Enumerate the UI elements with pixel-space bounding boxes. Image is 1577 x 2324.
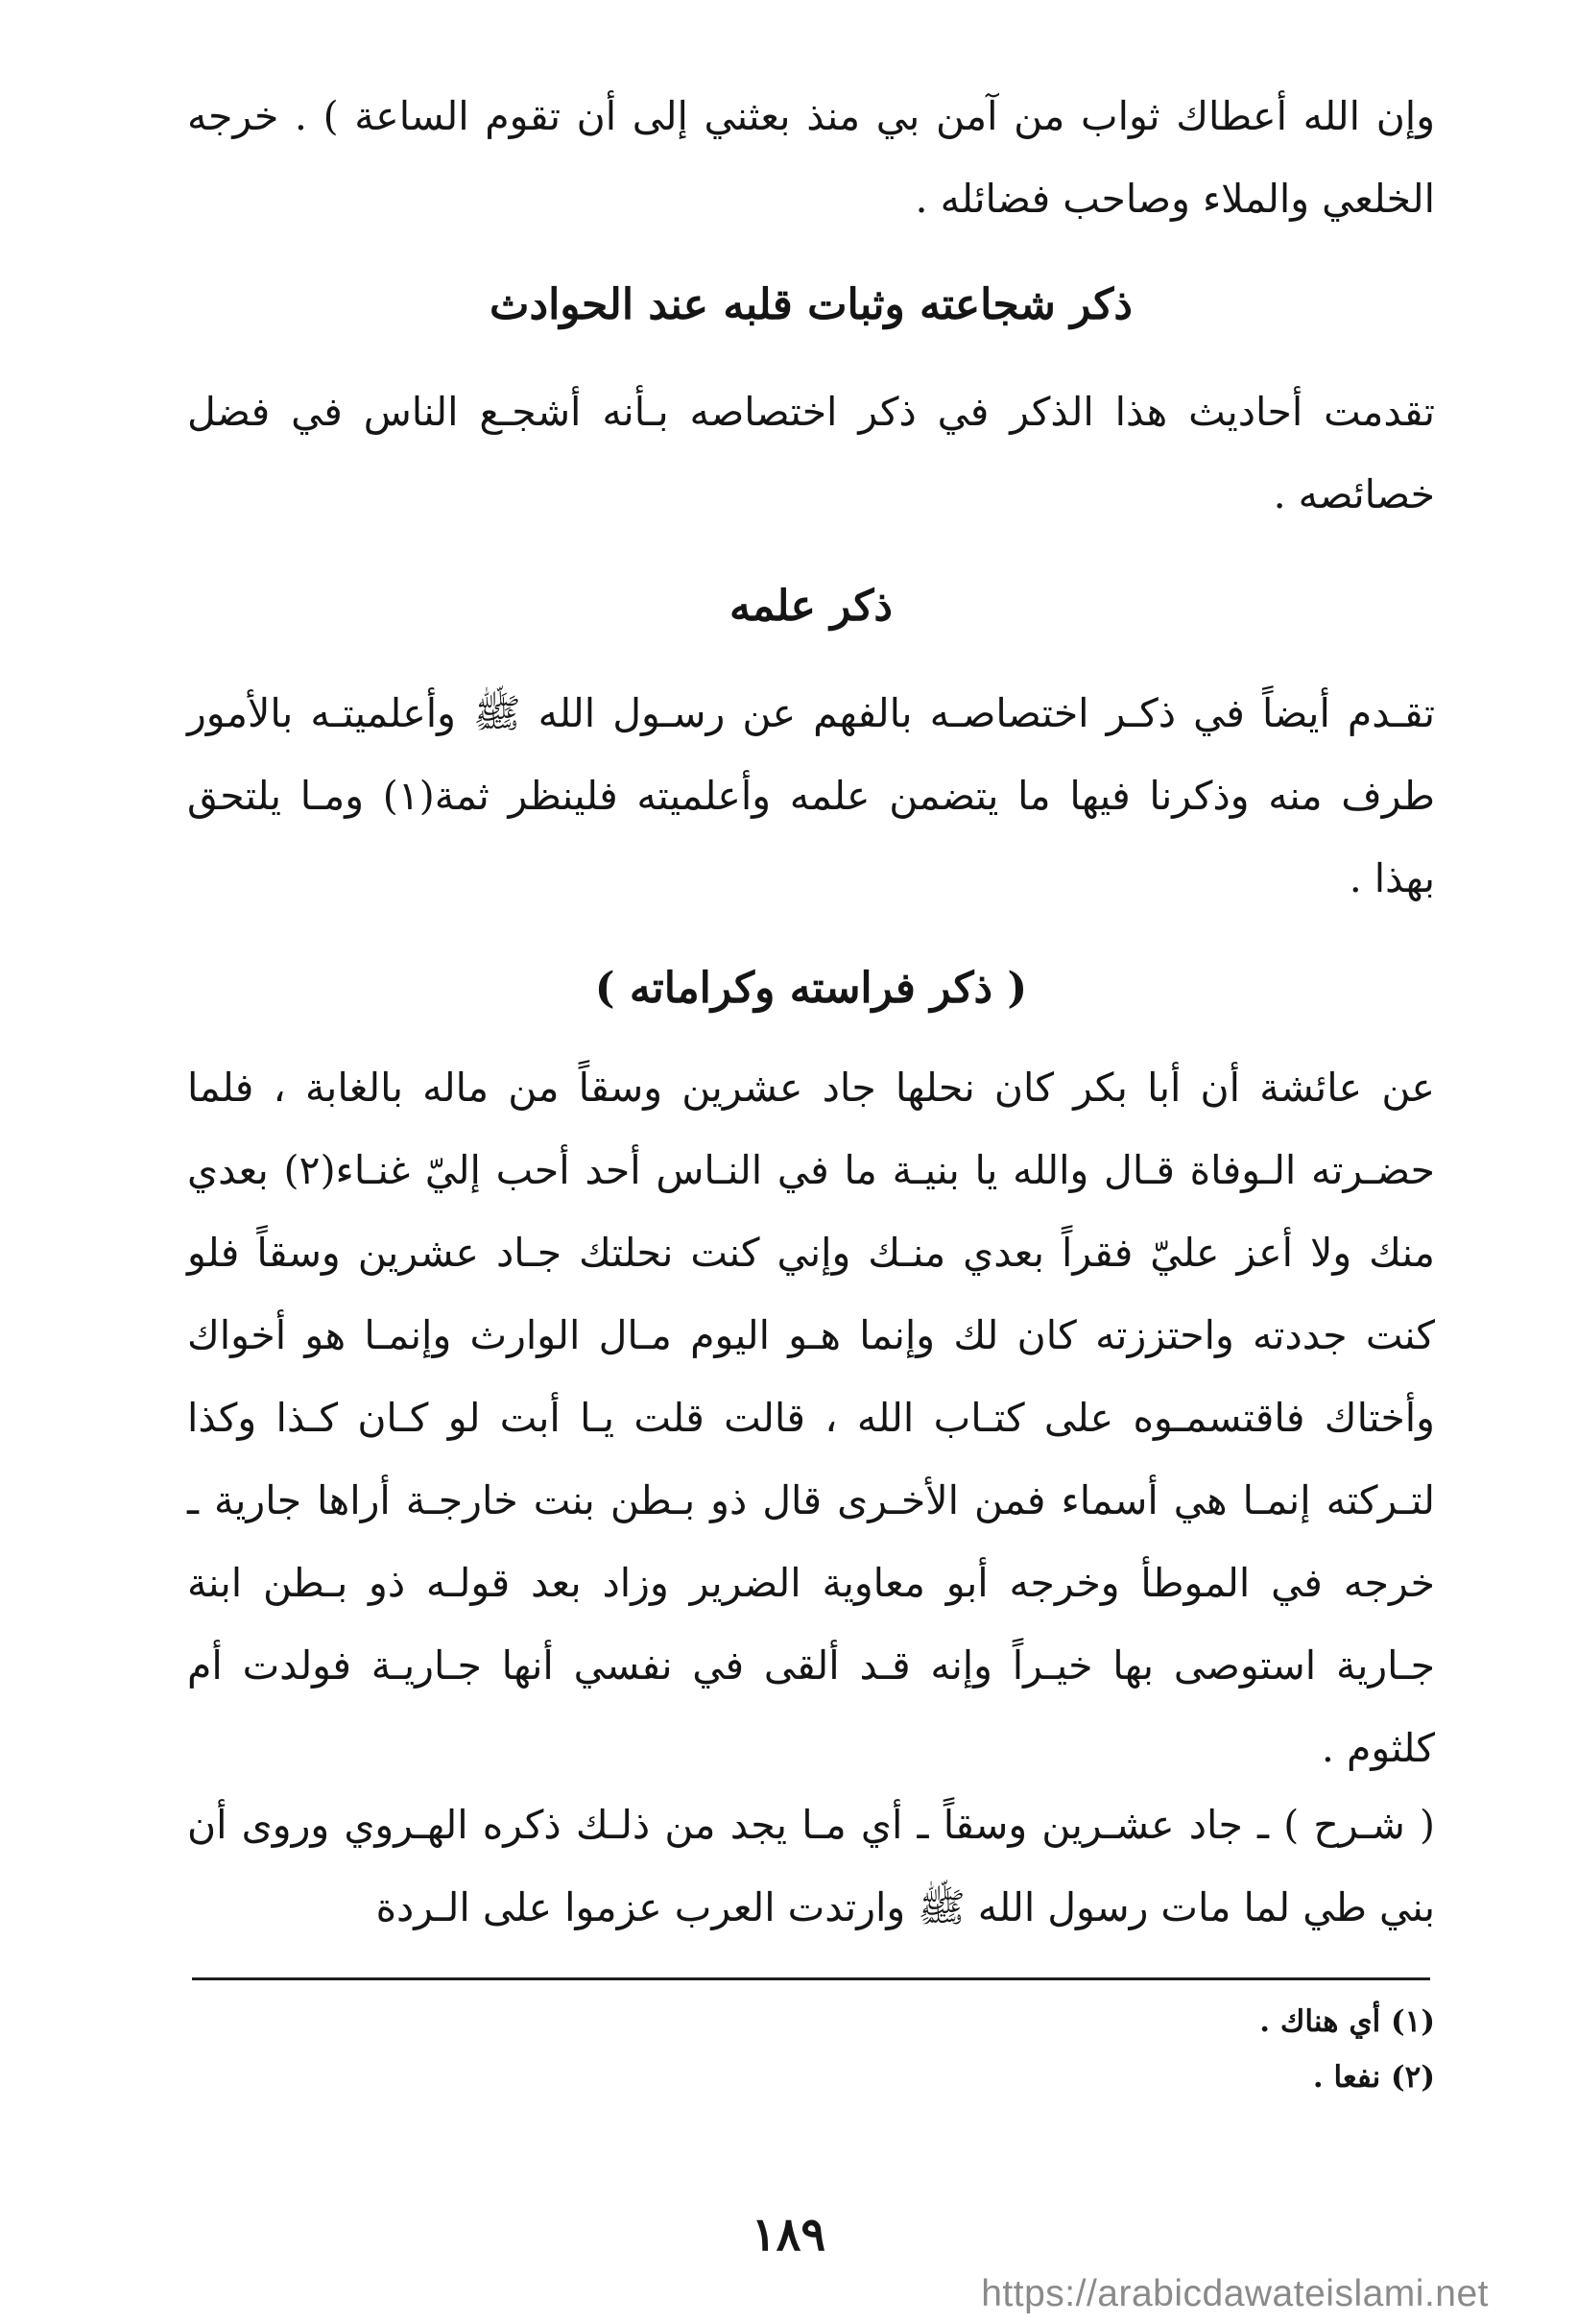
paragraph-aisha-narration: عن عائشة أن أبا بكر كان نحلها جاد عشرين وسقاً من ماله بالغابة ، فلما حضـرته الـوفاة قـال والله يا بنيـة ما في النـاس أحد أحب إليّ غنـاء(٢) بعدي منك ولا أعز عليّ فقراً بعدي منـك وإني كنت نحلتك جـاد عشرين وسقاً فلو كنت جددته واحتززته كان لك وإنما هـو اليوم مـال الوارث وإنمـا هو أخواك وأختاك فاقتسمـوه على كتـاب الله ، قالت قلت يـا أبت لو كـان كـذا وكذا لتـركته إنمـا هي أسماء فمن الأخـرى قال ذو بـطن بنت خارجـة أراها جارية ـ خرجه في الموطأ وخرجه أبو معاوية الضرير وزاد بعد قولـه ذو بـطن ابنة جـارية استوصى بها خيـراً وإنه قـد ألقى في نفسي أنها جـاريـة فولدت أم كلثوم .: [187, 1065, 1435, 1771]
page-number: ١٨٩: [751, 2208, 826, 2262]
paragraph-continued-hadith: وإن الله أعطاك ثواب من آمن بي منذ بعثني إلى أن تقوم الساعة ) . خرجه الخلعي والملاء وصاحب فضائله .: [187, 93, 1435, 222]
heading-courage: ذكر شجاعته وثبات قلبه عند الحوادث: [490, 280, 1133, 329]
paragraph-courage: تقدمت أحاديث هذا الذكر في ذكر اختصاصه بـأنه أشجـع الناس في فضل خصائصه .: [187, 389, 1435, 517]
footnote-divider: [192, 1977, 1430, 1980]
footnote-2: (٢) نفعا .: [1312, 2060, 1435, 2095]
heading-knowledge: ذكر علمه: [729, 582, 893, 631]
source-watermark: https://arabicdawateislami.net: [981, 2273, 1489, 2314]
footnote-1: (١) أي هناك .: [1259, 2004, 1435, 2039]
heading-insight: ( ذكر فراسته وكراماته ): [594, 964, 1028, 1013]
paragraph-explanation: ( شـرح ) ـ جاد عشـرين وسقاً ـ أي مـا يجد من ذلـك ذكره الهـروي وروى أن بني طي لما مات رسول الله ﷺ وارتدت العرب عزموا على الـردة: [187, 1802, 1435, 1930]
paragraph-knowledge: تقـدم أيضاً في ذكـر اختصاصـه بالفهم عن رسـول الله ﷺ وأعلميتـه بالأمور طرف منه وذكرنا فيها ما يتضمن علمه وأعلميته فلينظر ثمة(١) ومـا يلتحق بهذا .: [187, 690, 1435, 901]
